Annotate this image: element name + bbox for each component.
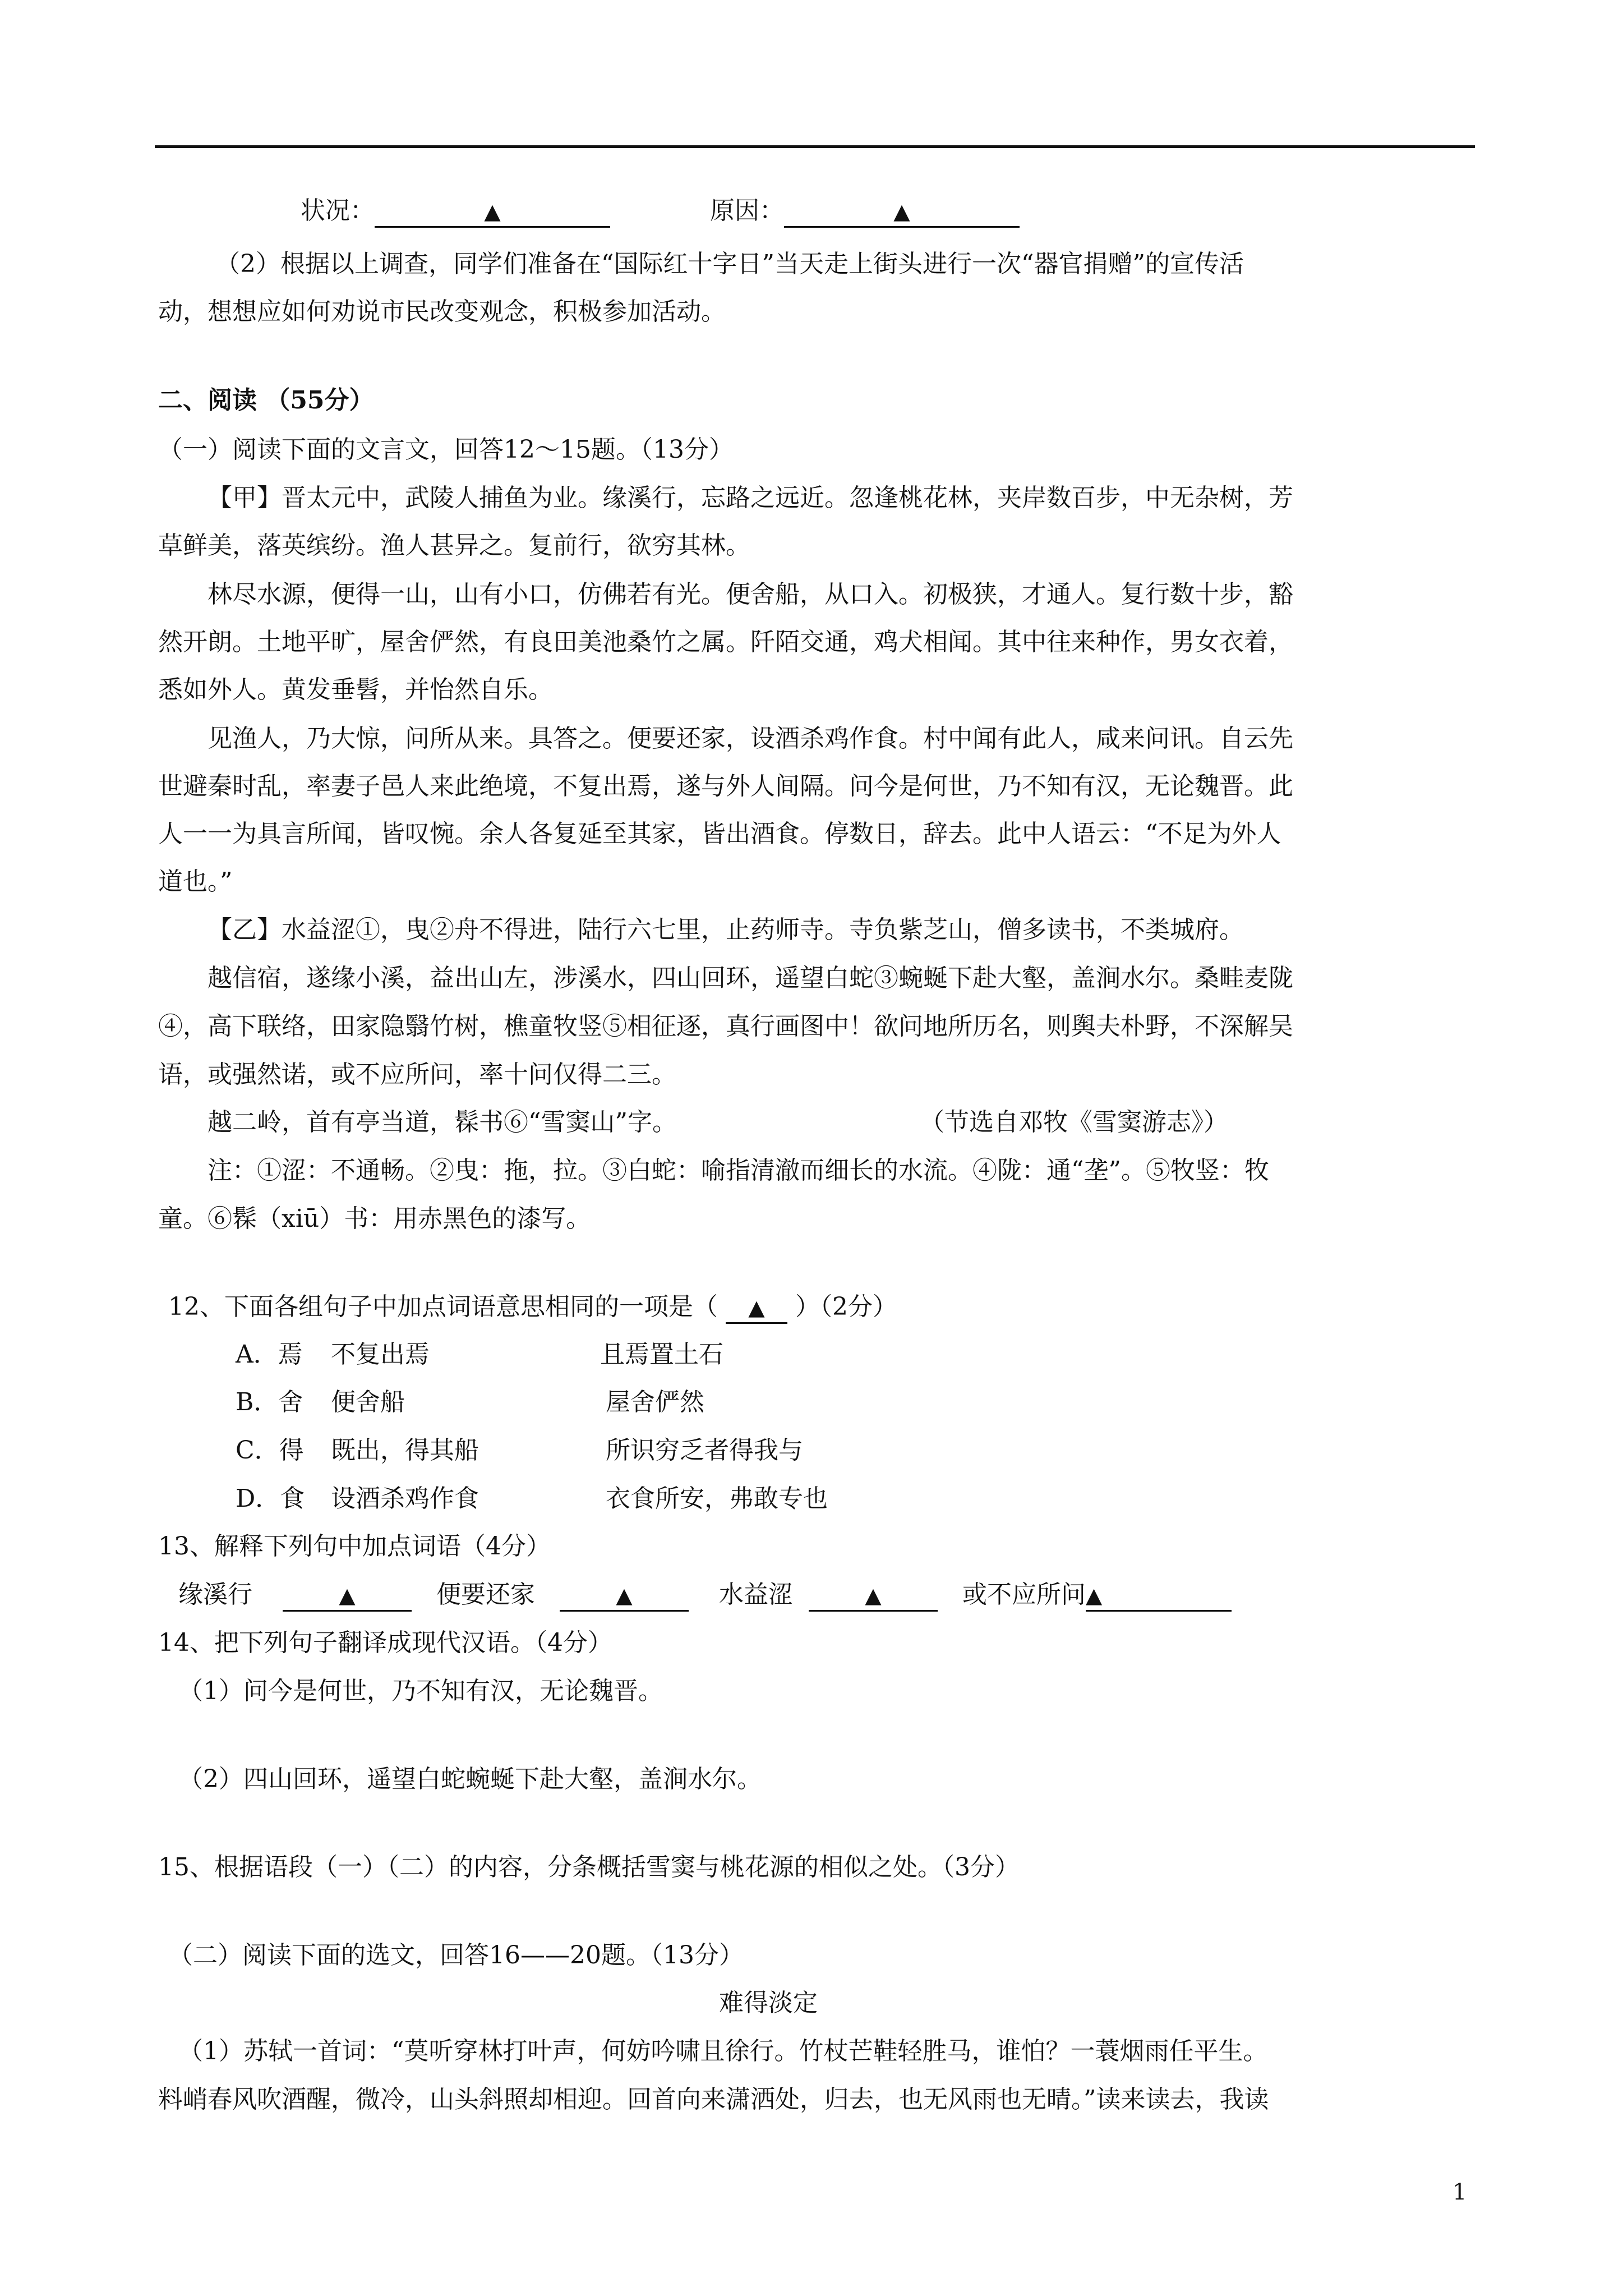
q14-sentence-1: （1）问今是何世，乃不知有汉，无论魏晋。 <box>178 1677 663 1705</box>
notes-line: 童。⑥髹（xiū）书：用赤黑色的漆写。 <box>158 1204 591 1233</box>
q14-stem: 14、把下列句子翻译成现代汉语。（4分） <box>158 1628 612 1657</box>
q13-blank[interactable] <box>283 1580 412 1612</box>
q13-items <box>178 1578 1232 1612</box>
q13-item: 便要还家 <box>436 1580 535 1609</box>
article-p1-line1: （1）苏轼一首词：“莫听穿林打叶声，何妨吟啸且徐行。竹杖芒鞋轻胜马，谁怕？一蓑烟雨任平生。 <box>178 2037 1268 2065</box>
q12-option <box>236 1338 723 1372</box>
q12-option <box>236 1482 828 1516</box>
q12-option-a: 便舍船 <box>331 1388 405 1416</box>
article-p1-line2: 料峭春风吹酒醒，微冷，山头斜照却相迎。回首向来潇洒处，归去，也无风雨也无晴。”读来读去，我读 <box>158 2085 1269 2114</box>
q13-item: 或不应所问 <box>962 1580 1086 1609</box>
status-reason-line <box>301 194 1020 228</box>
article-title: 难得淡定 <box>719 1989 818 2017</box>
header-rule <box>155 145 1475 148</box>
q14-sentence-2: （2）四山回环，遥望白蛇蜿蜒下赴大壑，盖涧水尔。 <box>178 1765 762 1793</box>
triangle-marker-icon: ▲ <box>616 1583 633 1608</box>
part2-instruction: （二）阅读下面的选文，回答16——20题。（13分） <box>168 1941 744 1970</box>
q13-blank[interactable] <box>809 1580 938 1612</box>
q13-item: 缘溪行 <box>178 1580 252 1609</box>
triangle-marker-icon: ▲ <box>865 1583 882 1608</box>
yi-line: 语，或强然诺，或不应所问，率十问仅得二三。 <box>158 1060 676 1089</box>
yi-source: （节选自邓牧《雪窦游志》） <box>920 1108 1228 1137</box>
jia-line: 草鲜美，落英缤纷。渔人甚异之。复前行，欲穷其林。 <box>158 531 750 560</box>
yi-line: ④，高下联络，田家隐翳竹树，樵童牧竖⑤相征逐，真行画图中！欲问地所历名，则舆夫朴野，不深解吴 <box>158 1012 1293 1041</box>
reason-label: 原因： <box>710 196 784 225</box>
q12-option-letter: D．食 <box>236 1484 305 1513</box>
jia-line: 道也。” <box>158 867 233 896</box>
intro-q2-line2: 动，想想应如何劝说市民改变观念，积极参加活动。 <box>158 297 726 326</box>
q12-stem-before: 12、下面各组句子中加点词语意思相同的一项是（ <box>168 1292 726 1321</box>
notes-line: 注：①涩：不通畅。②曳：拖，拉。③白蛇：喻指清澈而细长的水流。④陇：通“垄”。⑤牧竖：牧 <box>208 1156 1269 1185</box>
q12-answer-blank[interactable] <box>726 1292 787 1324</box>
q12-option <box>236 1386 704 1419</box>
status-label: 状况： <box>301 196 375 225</box>
triangle-marker-icon: ▲ <box>748 1295 765 1320</box>
jia-line: 世避秦时乱，率妻子邑人来此绝境，不复出焉，遂与外人间隔。问今是何世，乃不知有汉，无论魏晋。此 <box>158 772 1293 800</box>
yi-line: 【乙】水益涩①，曳②舟不得进，陆行六七里，止药师寺。寺负紫芝山，僧多读书，不类城府。 <box>208 915 1244 944</box>
jia-line: 然开朗。土地平旷，屋舍俨然，有良田美池桑竹之属。阡陌交通，鸡犬相闻。其中往来种作，男女衣着， <box>158 628 1293 656</box>
q12-option-letter: B．舍 <box>236 1388 303 1416</box>
q12-option <box>236 1434 803 1467</box>
page-number: 1 <box>1453 2179 1467 2205</box>
jia-line: 人一一为具言所闻，皆叹惋。余人各复延至其家，皆出酒食。停数日，辞去。此中人语云：“不足为外人 <box>158 820 1281 848</box>
jia-line: 悉如外人。黄发垂髫，并怡然自乐。 <box>158 675 553 704</box>
triangle-marker-icon: ▲ <box>484 199 501 224</box>
yi-line: 越信宿，遂缘小溪，益出山左，涉溪水，四山回环，遥望白蛇③蜿蜒下赴大壑，盖涧水尔。桑畦麦陇 <box>208 964 1293 992</box>
q12-option-a: 不复出焉 <box>331 1340 430 1369</box>
q12-option-a: 既出，得其船 <box>331 1436 479 1465</box>
intro-q2-line1: （2）根据以上调查，同学们准备在“国际红十字日”当天走上街头进行一次“器官捐赠”的宣传活 <box>215 250 1244 278</box>
q12-option-b: 衣食所安，弗敢专也 <box>606 1484 828 1513</box>
yi-line: 越二岭，首有亭当道，髹书⑥“雪窦山”字。 <box>208 1108 677 1137</box>
q15-stem: 15、根据语段（一）（二）的内容，分条概括雪窦与桃花源的相似之处。（3分） <box>158 1853 1020 1881</box>
q12-option-a: 设酒杀鸡作食 <box>331 1484 479 1513</box>
section2-title: 二、阅读 （55分） <box>158 386 374 415</box>
triangle-marker-icon: ▲ <box>339 1583 356 1608</box>
triangle-marker-icon: ▲ <box>893 199 910 224</box>
part1-instruction: （一）阅读下面的文言文，回答12～15题。（13分） <box>158 435 734 464</box>
q13-stem: 13、解释下列句中加点词语（4分） <box>158 1532 551 1561</box>
q12-stem-after: ）（2分） <box>787 1292 897 1321</box>
status-blank[interactable] <box>375 196 610 228</box>
q12-option-b: 所识穷乏者得我与 <box>606 1436 803 1465</box>
q12-option-letter: C．得 <box>236 1436 304 1465</box>
reason-blank[interactable] <box>784 196 1020 228</box>
q13-item: 水益涩 <box>719 1580 793 1609</box>
jia-line: 林尽水源，便得一山，山有小口，仿佛若有光。便舍船，从口入。初极狭，才通人。复行数十步，豁 <box>208 580 1293 609</box>
triangle-marker-icon: ▲ <box>1086 1583 1103 1608</box>
jia-line: 【甲】晋太元中，武陵人捕鱼为业。缘溪行，忘路之远近。忽逢桃花林，夹岸数百步，中无杂树，芳 <box>208 484 1293 512</box>
q12-stem <box>168 1290 897 1324</box>
q13-blank[interactable] <box>560 1580 689 1612</box>
jia-line: 见渔人，乃大惊，问所从来。具答之。便要还家，设酒杀鸡作食。村中闻有此人，咸来问讯。自云先 <box>208 724 1293 753</box>
q12-option-letter: A．焉 <box>236 1340 303 1369</box>
q12-option-b: 屋舍俨然 <box>606 1388 704 1416</box>
q12-option-b: 且焉置土石 <box>600 1340 723 1369</box>
q13-blank[interactable] <box>1086 1580 1232 1612</box>
